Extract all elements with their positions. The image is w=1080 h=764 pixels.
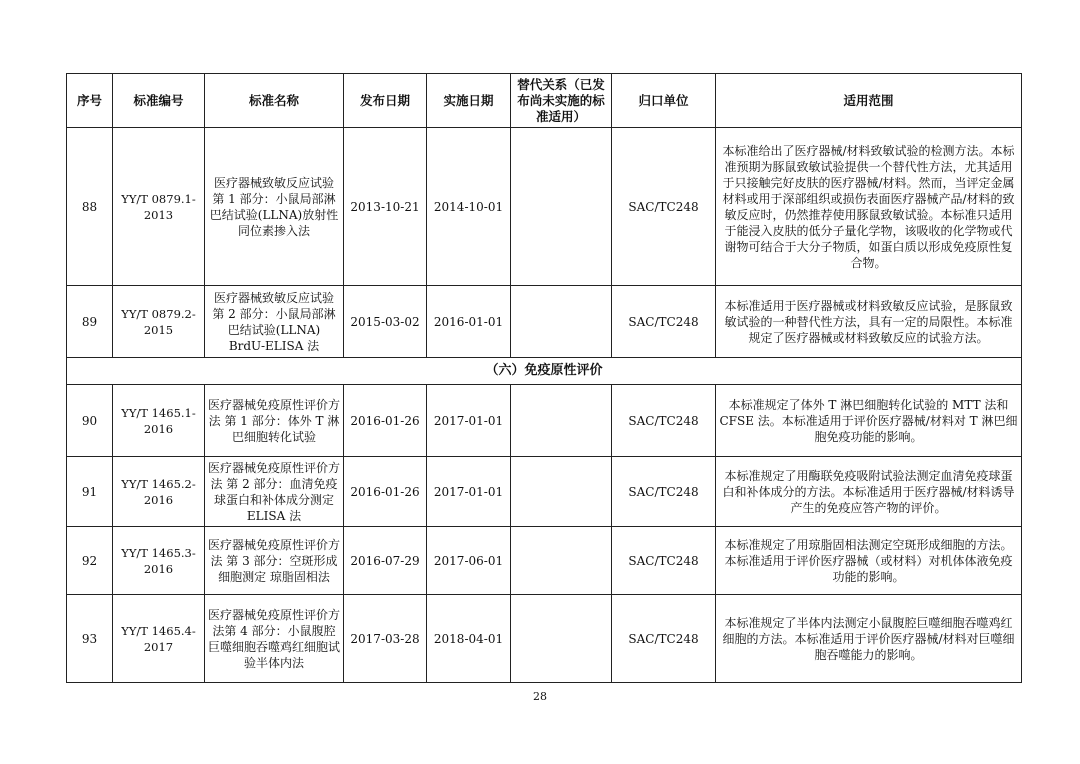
cell-unit: SAC/TC248 xyxy=(612,286,716,358)
cell-unit: SAC/TC248 xyxy=(612,595,716,683)
table-row xyxy=(67,527,1022,595)
cell-scope: 本标准给出了医疗器械/材料致敏试验的检测方法。本标准预期为豚鼠致敏试验提供一个替代性方法，尤其适用于只接触完好皮肤的医疗器械/材料。然而，当评定金属材料或用于深部组织或损伤表面医疗器械产品/材料的致敏反应时，仍然推荐使用豚鼠致敏试验。本标准只适用于能浸入皮肤的低分子量化学物，该吸收的化学物或代谢物可结合于大分子物质，如蛋白质以形成免疫原性复合物。 xyxy=(716,128,1022,286)
cell-publish: 2016-01-26 xyxy=(344,457,427,527)
cell-replace xyxy=(511,286,612,358)
cell-code: YY/T 1465.3-2016 xyxy=(113,527,205,595)
cell-seq: 92 xyxy=(67,527,113,595)
col-header-replace: 替代关系（已发布尚未实施的标准适用） xyxy=(511,74,612,128)
cell-replace xyxy=(511,527,612,595)
cell-replace xyxy=(511,128,612,286)
page-number: 28 xyxy=(533,690,547,703)
cell-replace xyxy=(511,595,612,683)
cell-name: 医疗器械致敏反应试验 第 1 部分：小鼠局部淋巴结试验(LLNA)放射性同位素掺入法 xyxy=(205,128,344,286)
section-title: （六）免疫原性评价 xyxy=(67,358,1022,385)
cell-name: 医疗器械致敏反应试验 第 2 部分：小鼠局部淋巴结试验(LLNA) BrdU-ELISA 法 xyxy=(205,286,344,358)
col-header-publish: 发布日期 xyxy=(344,74,427,128)
cell-publish: 2013-10-21 xyxy=(344,128,427,286)
cell-publish: 2015-03-02 xyxy=(344,286,427,358)
section-row xyxy=(67,358,1022,385)
cell-replace xyxy=(511,457,612,527)
cell-unit: SAC/TC248 xyxy=(612,527,716,595)
standards-table xyxy=(66,73,1022,683)
col-header-scope: 适用范围 xyxy=(716,74,1022,128)
cell-seq: 89 xyxy=(67,286,113,358)
cell-code: YY/T 0879.2-2015 xyxy=(113,286,205,358)
cell-implement: 2018-04-01 xyxy=(427,595,511,683)
cell-unit: SAC/TC248 xyxy=(612,457,716,527)
cell-publish: 2016-07-29 xyxy=(344,527,427,595)
cell-code: YY/T 1465.2-2016 xyxy=(113,457,205,527)
col-header-code: 标准编号 xyxy=(113,74,205,128)
cell-name: 医疗器械免疫原性评价方法 第 1 部分：体外 T 淋巴细胞转化试验 xyxy=(205,385,344,457)
table-row xyxy=(67,286,1022,358)
cell-unit: SAC/TC248 xyxy=(612,385,716,457)
cell-name: 医疗器械免疫原性评价方法 第 3 部分：空斑形成细胞测定 琼脂固相法 xyxy=(205,527,344,595)
cell-replace xyxy=(511,385,612,457)
cell-seq: 93 xyxy=(67,595,113,683)
cell-code: YY/T 1465.1-2016 xyxy=(113,385,205,457)
cell-name: 医疗器械免疫原性评价方法 第 2 部分：血清免疫球蛋白和补体成分测定 ELISA 法 xyxy=(205,457,344,527)
cell-implement: 2017-01-01 xyxy=(427,457,511,527)
cell-implement: 2014-10-01 xyxy=(427,128,511,286)
header-row xyxy=(67,74,1022,128)
cell-seq: 88 xyxy=(67,128,113,286)
col-header-implement: 实施日期 xyxy=(427,74,511,128)
cell-implement: 2017-06-01 xyxy=(427,527,511,595)
table-row xyxy=(67,595,1022,683)
cell-scope: 本标准规定了体外 T 淋巴细胞转化试验的 MTT 法和 CFSE 法。本标准适用于评价医疗器械/材料对 T 淋巴细胞免疫功能的影响。 xyxy=(716,385,1022,457)
cell-publish: 2016-01-26 xyxy=(344,385,427,457)
cell-scope: 本标准规定了半体内法测定小鼠腹腔巨噬细胞吞噬鸡红细胞的方法。本标准适用于评价医疗器械/材料对巨噬细胞吞噬能力的影响。 xyxy=(716,595,1022,683)
cell-implement: 2016-01-01 xyxy=(427,286,511,358)
table-row xyxy=(67,457,1022,527)
table-row xyxy=(67,128,1022,286)
cell-unit: SAC/TC248 xyxy=(612,128,716,286)
cell-scope: 本标准规定了用琼脂固相法测定空斑形成细胞的方法。本标准适用于评价医疗器械（或材料）对机体体液免疫功能的影响。 xyxy=(716,527,1022,595)
cell-publish: 2017-03-28 xyxy=(344,595,427,683)
cell-name: 医疗器械免疫原性评价方法第 4 部分：小鼠腹腔巨噬细胞吞噬鸡红细胞试验半体内法 xyxy=(205,595,344,683)
cell-scope: 本标准规定了用酶联免疫吸附试验法测定血清免疫球蛋白和补体成分的方法。本标准适用于医疗器械/材料诱导产生的免疫应答产物的评价。 xyxy=(716,457,1022,527)
col-header-unit: 归口单位 xyxy=(612,74,716,128)
col-header-seq: 序号 xyxy=(67,74,113,128)
cell-seq: 90 xyxy=(67,385,113,457)
col-header-name: 标准名称 xyxy=(205,74,344,128)
cell-seq: 91 xyxy=(67,457,113,527)
cell-scope: 本标准适用于医疗器械或材料致敏反应试验，是豚鼠致敏试验的一种替代性方法，具有一定的局限性。本标准规定了医疗器械或材料致敏反应的试验方法。 xyxy=(716,286,1022,358)
cell-code: YY/T 1465.4-2017 xyxy=(113,595,205,683)
cell-code: YY/T 0879.1-2013 xyxy=(113,128,205,286)
table-row xyxy=(67,385,1022,457)
cell-implement: 2017-01-01 xyxy=(427,385,511,457)
